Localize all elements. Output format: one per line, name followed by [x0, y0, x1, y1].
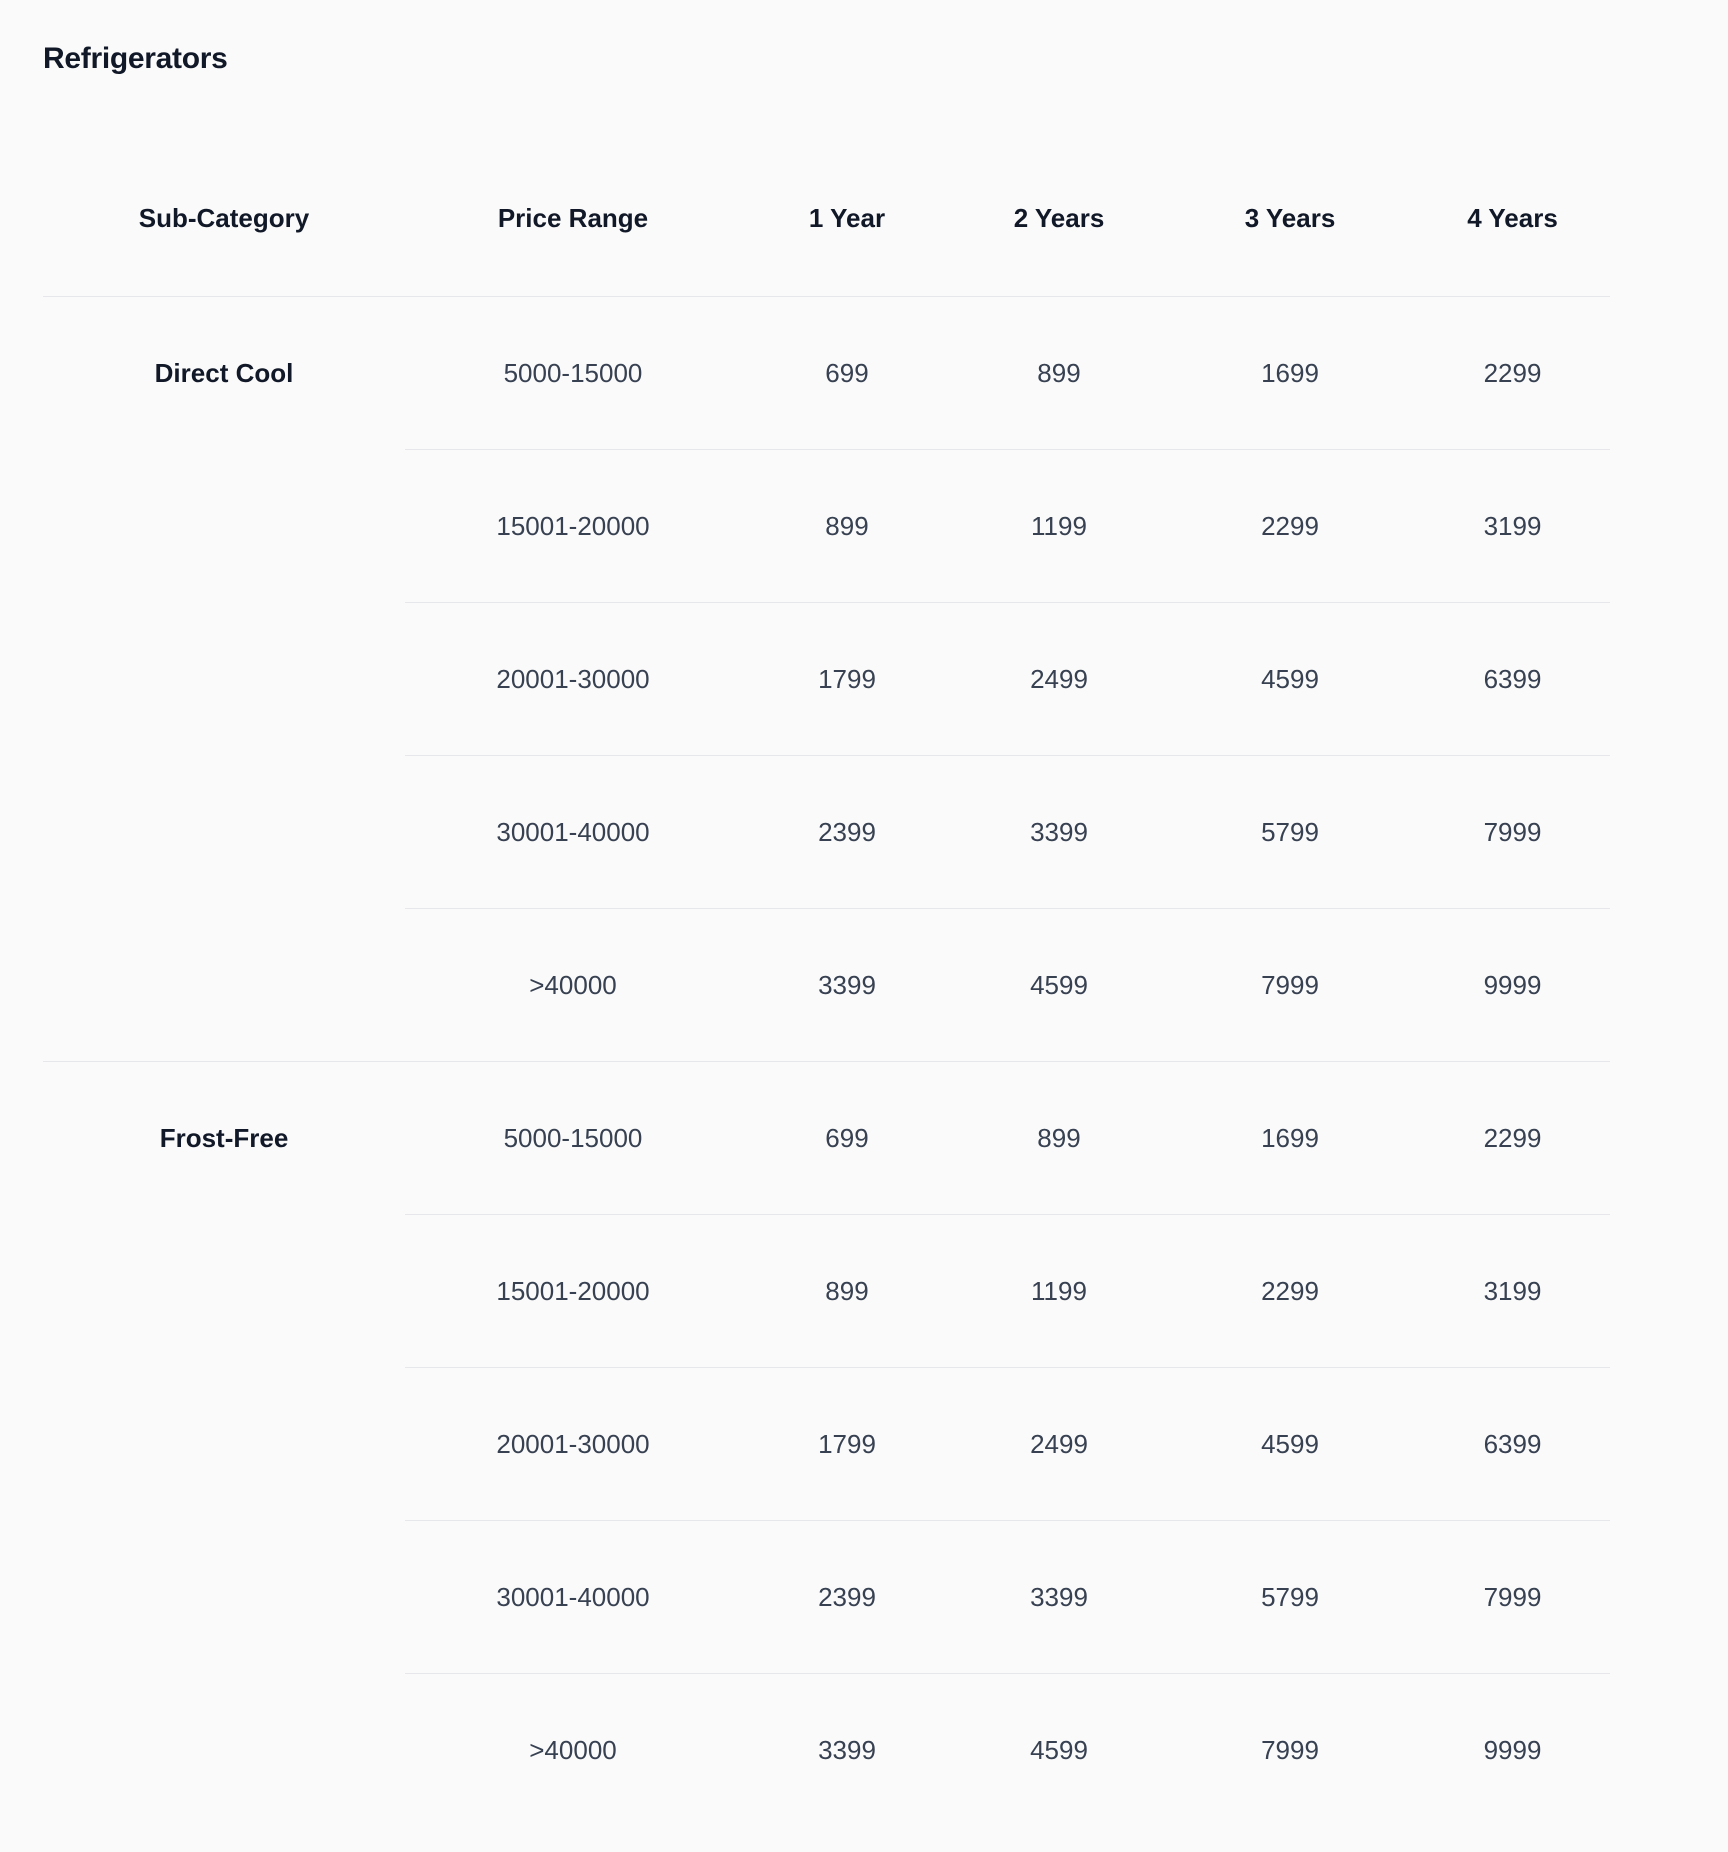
price-2-year-cell: 1199: [953, 1215, 1165, 1368]
price-4-year-cell: 3199: [1415, 450, 1610, 603]
price-2-year-cell: 3399: [953, 1521, 1165, 1674]
price-range-cell: >40000: [405, 1674, 741, 1827]
price-2-year-cell: 4599: [953, 909, 1165, 1062]
page-title: Refrigerators: [43, 42, 228, 75]
price-3-year-cell: 5799: [1165, 1521, 1415, 1674]
price-1-year-cell: 1799: [741, 1368, 953, 1521]
price-1-year-cell: 3399: [741, 909, 953, 1062]
price-3-year-cell: 4599: [1165, 603, 1415, 756]
price-3-year-cell: 2299: [1165, 1215, 1415, 1368]
header-4-years: 4 Years: [1467, 202, 1558, 233]
sub-category-cell: Direct Cool: [43, 297, 405, 1062]
header-sub-category: Sub-Category: [138, 202, 310, 233]
price-range-cell: 20001-30000: [405, 603, 741, 756]
price-3-year-cell: 1699: [1165, 1062, 1415, 1215]
header-price-range: Price Range: [497, 202, 649, 233]
price-2-year-cell: 1199: [953, 450, 1165, 603]
price-range-cell: 30001-40000: [405, 756, 741, 909]
sub-category-cell: Frost-Free: [43, 1062, 405, 1827]
price-4-year-cell: 2299: [1415, 1062, 1610, 1215]
price-1-year-cell: 699: [741, 297, 953, 450]
price-range-cell: 15001-20000: [405, 450, 741, 603]
price-3-year-cell: 1699: [1165, 297, 1415, 450]
warranty-price-table: [43, 140, 1610, 1826]
price-range-cell: >40000: [405, 909, 741, 1062]
price-1-year-cell: 1799: [741, 603, 953, 756]
table-header-row: [43, 140, 1610, 297]
price-range-cell: 5000-15000: [405, 297, 741, 450]
price-range-cell: 5000-15000: [405, 1062, 741, 1215]
price-1-year-cell: 899: [741, 450, 953, 603]
price-3-year-cell: 5799: [1165, 756, 1415, 909]
price-4-year-cell: 7999: [1415, 1521, 1610, 1674]
price-2-year-cell: 899: [953, 1062, 1165, 1215]
price-range-cell: 20001-30000: [405, 1368, 741, 1521]
price-2-year-cell: 899: [953, 297, 1165, 450]
table-row: [43, 297, 1610, 450]
price-4-year-cell: 3199: [1415, 1215, 1610, 1368]
price-1-year-cell: 699: [741, 1062, 953, 1215]
header-1-year: 1 Year: [808, 202, 886, 233]
price-range-cell: 30001-40000: [405, 1521, 741, 1674]
price-4-year-cell: 9999: [1415, 1674, 1610, 1827]
price-2-year-cell: 3399: [953, 756, 1165, 909]
header-2-years: 2 Years: [1013, 202, 1105, 233]
price-3-year-cell: 7999: [1165, 909, 1415, 1062]
price-4-year-cell: 9999: [1415, 909, 1610, 1062]
price-4-year-cell: 6399: [1415, 603, 1610, 756]
price-1-year-cell: 899: [741, 1215, 953, 1368]
price-3-year-cell: 2299: [1165, 450, 1415, 603]
price-1-year-cell: 3399: [741, 1674, 953, 1827]
price-4-year-cell: 7999: [1415, 756, 1610, 909]
price-range-cell: 15001-20000: [405, 1215, 741, 1368]
table-row: [43, 1062, 1610, 1215]
price-2-year-cell: 2499: [953, 1368, 1165, 1521]
price-4-year-cell: 2299: [1415, 297, 1610, 450]
header-3-years: 3 Years: [1244, 202, 1336, 233]
price-4-year-cell: 6399: [1415, 1368, 1610, 1521]
price-1-year-cell: 2399: [741, 1521, 953, 1674]
price-3-year-cell: 7999: [1165, 1674, 1415, 1827]
price-2-year-cell: 4599: [953, 1674, 1165, 1827]
price-1-year-cell: 2399: [741, 756, 953, 909]
price-3-year-cell: 4599: [1165, 1368, 1415, 1521]
price-2-year-cell: 2499: [953, 603, 1165, 756]
